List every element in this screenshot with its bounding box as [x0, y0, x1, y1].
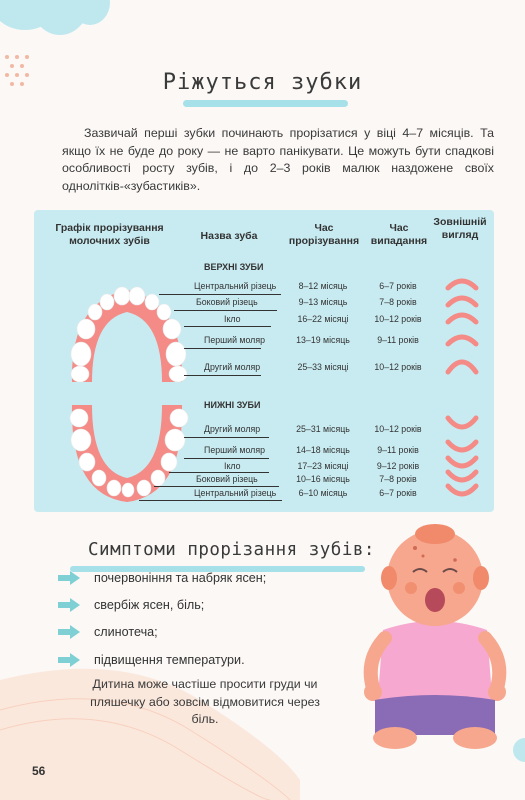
- lower-tooth-name: Перший моляр: [204, 445, 265, 455]
- eruption-value: 9–13 місяць: [298, 297, 348, 307]
- leader-line: [154, 486, 279, 487]
- eruption-value: 17–23 місяці: [297, 461, 349, 471]
- symptom-item: [58, 595, 204, 615]
- eruption-value: 25–33 місяці: [297, 362, 349, 372]
- leader-line: [184, 348, 261, 349]
- upper-tooth-name: Боковий різець: [196, 297, 258, 307]
- loss-value: 9–11 років: [377, 335, 419, 345]
- title-underline: [183, 100, 348, 107]
- eruption-value: 16–22 місяці: [297, 314, 349, 324]
- crying-baby-illustration: [355, 520, 515, 755]
- leader-line: [184, 437, 269, 438]
- intro-paragraph: Зазвичай перші зубки починають прорізатися у віці 4–7 місяців. Та якщо їх не буде до року — не варто панікувати. Це можуть бути спадкові особливості росту зубів, і до 2–3 років малюк наздожене своїх однолітків-«зубастиків».: [62, 126, 494, 193]
- arrow-icon: [58, 571, 80, 585]
- teething-chart: [34, 210, 494, 512]
- lower-tooth-name: Центральний різець: [194, 488, 277, 498]
- symptoms-title: Симптоми прорізання зубів:: [88, 540, 375, 560]
- page-number: 56: [32, 764, 46, 778]
- upper-teeth-label: ВЕРХНІ ЗУБИ: [204, 262, 264, 272]
- arrow-icon: [58, 653, 80, 667]
- lower-teeth-label: НИЖНІ ЗУБИ: [204, 400, 261, 410]
- upper-jaw-illustration: [62, 282, 192, 392]
- lower-tooth-name: Ікло: [224, 461, 241, 471]
- leader-line: [169, 472, 269, 473]
- loss-value: 6–7 років: [379, 281, 417, 291]
- symptom-text: підвищення температури.: [94, 653, 245, 667]
- loss-value: 10–12 років: [374, 424, 422, 434]
- symptom-item: [58, 622, 158, 642]
- lower-tooth-name: Другий моляр: [204, 424, 261, 434]
- page-title: Ріжуться зубки: [162, 70, 363, 95]
- loss-value: 10–12 років: [374, 314, 422, 324]
- loss-value: 7–8 років: [379, 297, 417, 307]
- eruption-value: 10–16 місяць: [296, 474, 350, 484]
- header-appearance: Зовнішній вигляд: [433, 216, 487, 241]
- loss-value: 10–12 років: [374, 362, 422, 372]
- lower-tooth-name: Боковий різець: [196, 474, 258, 484]
- eruption-value: 14–18 місяць: [296, 445, 350, 455]
- leader-line: [174, 310, 277, 311]
- leader-line: [184, 375, 261, 376]
- header-tooth-name: Назва зуба: [200, 230, 258, 242]
- lower-appearance-icons: [442, 412, 482, 504]
- upper-appearance-icons: [442, 272, 482, 382]
- header-eruption-time: Час прорізування: [288, 222, 360, 247]
- symptom-text: почервоніння та набряк ясен;: [94, 571, 267, 585]
- eruption-value: 6–10 місяць: [298, 488, 348, 498]
- upper-tooth-name: Перший моляр: [204, 335, 265, 345]
- header-schedule: Графік прорізування молочних зубів: [55, 222, 164, 247]
- arrow-icon: [58, 598, 80, 612]
- loss-value: 9–11 років: [377, 445, 419, 455]
- symptom-text: свербіж ясен, біль;: [94, 598, 205, 612]
- upper-tooth-name: Центральний різець: [194, 281, 277, 291]
- leader-line: [184, 326, 271, 327]
- loss-value: 9–12 років: [376, 461, 420, 471]
- eruption-value: 13–19 місяць: [296, 335, 350, 345]
- arrow-icon: [58, 625, 80, 639]
- loss-value: 6–7 років: [379, 488, 417, 498]
- leader-line: [184, 458, 269, 459]
- leader-line: [139, 500, 282, 501]
- lower-jaw-illustration: [62, 400, 192, 510]
- eruption-value: 8–12 місяць: [298, 281, 348, 291]
- loss-value: 7–8 років: [379, 474, 417, 484]
- closing-paragraph: Дитина може частіше просити груди чи пляшечку або зовсім відмовитися через біль.: [90, 677, 320, 726]
- symptom-item: [58, 568, 266, 588]
- header-loss-time: Час випадання: [370, 222, 428, 247]
- symptom-text: слинотеча;: [94, 625, 158, 639]
- upper-tooth-name: Другий моляр: [204, 362, 261, 372]
- upper-tooth-name: Ікло: [224, 314, 241, 324]
- symptom-item: [58, 650, 245, 670]
- leader-line: [159, 294, 281, 295]
- eruption-value: 25–31 місяць: [296, 424, 350, 434]
